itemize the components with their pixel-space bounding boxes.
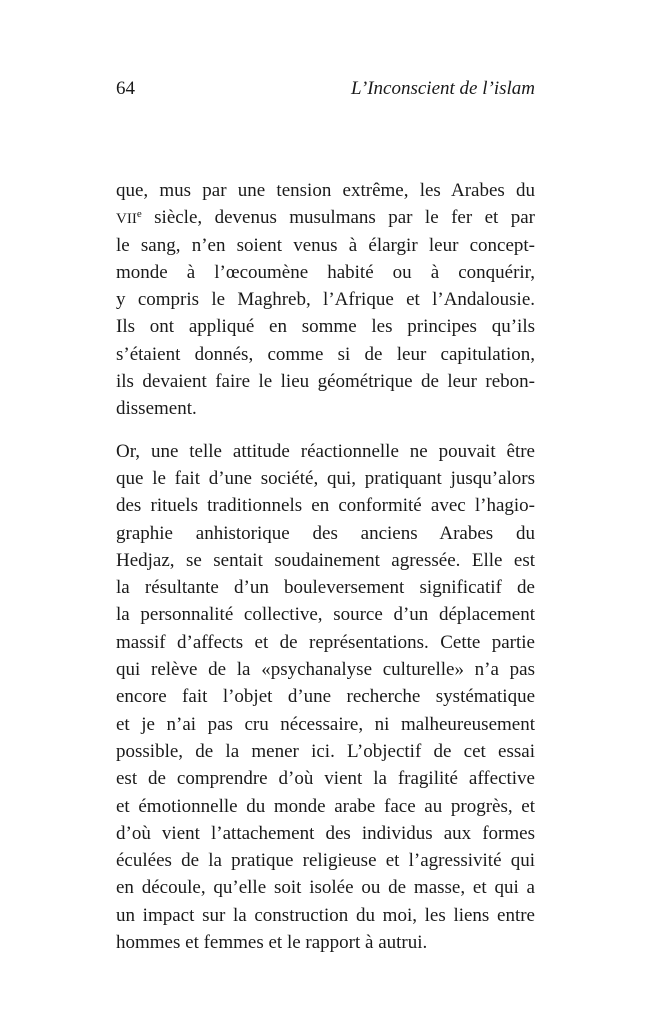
century-superscript: e [136,208,142,221]
century-numeral: VII [116,211,137,228]
text-line: massif d’affects et de représentations. Cette partie [116,631,535,653]
text-line: s’étaient donnés, comme si de leur capitulation, [116,343,535,365]
text-line: hommes et femmes et le rapport à autrui. [116,932,428,954]
text-fragment: siècle, devenus musulmans par le fer et par [141,207,535,229]
book-title: L’Inconscient de l’islam [351,78,535,99]
running-head [116,76,535,102]
text-line: la résultante d’un bouleversement significatif de [116,577,535,599]
text-line: possible, de la mener ici. L’objectif de cet essai [116,740,535,762]
text-line: la personnalité collective, source d’un déplacement [116,604,535,626]
text-line: en découle, qu’elle soit isolée ou de masse, et qui a [116,877,535,899]
text-line: que le fait d’une société, qui, pratiquant jusqu’alors [116,467,535,489]
text-line: dissement. [116,398,197,420]
text-line: et je n’ai pas cru nécessaire, ni malheureusement [116,713,535,735]
text-line: le sang, n’en soient venus à élargir leur concept- [116,234,535,256]
paragraph-2 [116,438,535,957]
text-line: monde à l’œcoumène habité ou à conquérir, [116,261,535,283]
text-line: ils devaient faire le lieu géométrique de leur rebon- [116,371,535,393]
text-line: éculées de la pratique religieuse et l’agressivité qui [116,850,535,872]
text-line: et émotionnelle du monde arabe face au progrès, et [116,795,535,817]
text-line: encore fait l’objet d’une recherche systématique [116,686,535,708]
text-line: graphie anhistorique des anciens Arabes du [116,522,535,544]
page-number: 64 [116,78,135,99]
text-line: un impact sur la construction du moi, les liens entre [116,904,535,926]
text-line: Or, une telle attitude réactionnelle ne pouvait être [116,440,535,462]
text-line [116,204,535,231]
paragraph-1 [116,177,535,423]
text-line: d’où vient l’attachement des individus aux formes [116,822,535,844]
text-line: y compris le Maghreb, l’Afrique et l’Andalousie. [116,289,535,311]
text-line: que, mus par une tension extrême, les Arabes du [116,180,535,201]
text-line: Hedjaz, se sentait soudainement agressée. Elle est [116,549,535,571]
text-line: des rituels traditionnels en conformité avec l’hagio- [116,495,535,517]
body-text [116,177,535,956]
text-line: qui relève de la «psychanalyse culturelle» n’a pas [116,659,535,681]
text-line: est de comprendre d’où vient la fragilité affective [116,768,535,790]
text-line: Ils ont appliqué en somme les principes qu’ils [116,316,535,338]
